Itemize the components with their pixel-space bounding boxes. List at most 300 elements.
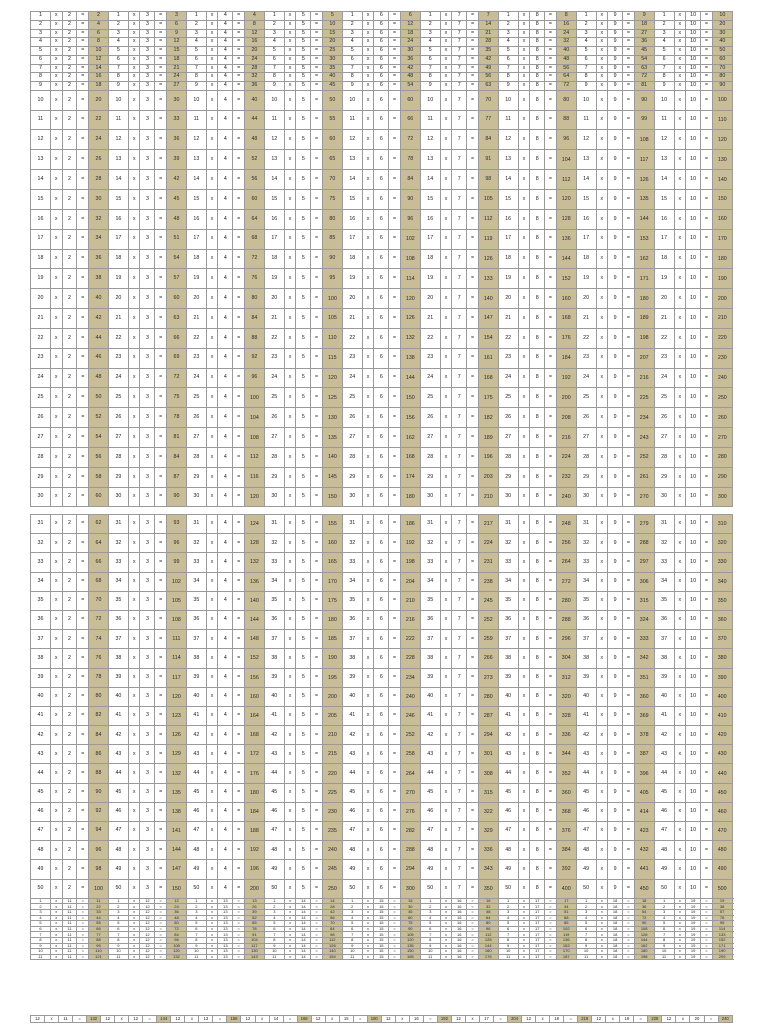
product-cell: 215	[322, 745, 342, 764]
times-sign: x	[362, 802, 374, 821]
times-sign: x	[518, 90, 530, 110]
multiplier-cell: 10	[686, 47, 701, 56]
equals-sign: =	[389, 487, 401, 507]
times-sign: x	[440, 64, 452, 73]
times-sign: x	[362, 860, 374, 879]
product-cell: 2	[89, 12, 109, 21]
times-sign: x	[128, 687, 140, 706]
product-cell: 270	[634, 487, 654, 507]
table-row	[31, 289, 733, 309]
multiplier-cell: 4	[218, 12, 233, 21]
times-sign: x	[128, 368, 140, 388]
product-cell: 99	[634, 110, 654, 130]
equals-sign: =	[467, 73, 479, 82]
product-cell: 114	[712, 926, 732, 932]
multiplier-cell: 7	[452, 388, 467, 408]
product-cell: 310	[712, 515, 732, 534]
multiplicand-cell: 15	[654, 189, 674, 209]
product-cell: 234	[634, 408, 654, 428]
times-sign: x	[518, 841, 530, 860]
times-sign: x	[674, 150, 686, 170]
product-cell: 42	[478, 55, 498, 64]
equals-sign: =	[77, 269, 89, 289]
times-sign: x	[674, 170, 686, 190]
equals-sign: =	[311, 649, 323, 668]
times-sign: x	[284, 515, 296, 534]
multiplicand-cell: 36	[420, 610, 440, 629]
times-sign: x	[362, 249, 374, 269]
multiplier-cell: 7	[452, 47, 467, 56]
product-cell: 288	[556, 610, 576, 629]
equals-sign: =	[467, 20, 479, 29]
times-sign: x	[518, 328, 530, 348]
equals-sign: =	[143, 1016, 157, 1023]
equals-sign: =	[467, 706, 479, 725]
equals-sign: =	[233, 591, 245, 610]
equals-sign: =	[389, 20, 401, 29]
equals-sign: =	[389, 726, 401, 745]
multiplier-cell: 15	[374, 932, 389, 938]
multiplicand-cell: 29	[31, 467, 51, 487]
times-sign: x	[362, 954, 374, 960]
equals-sign: =	[389, 368, 401, 388]
times-sign: x	[284, 12, 296, 21]
product-cell: 56	[556, 64, 576, 73]
times-sign: x	[362, 64, 374, 73]
equals-sign: =	[311, 909, 323, 915]
equals-sign: =	[389, 82, 401, 91]
multiplier-cell: 12	[140, 915, 155, 921]
equals-sign: =	[389, 764, 401, 783]
multiplier-cell: 2	[62, 249, 77, 269]
multiplier-cell: 8	[530, 610, 545, 629]
product-cell: 414	[634, 802, 654, 821]
multiplier-cell: 19	[686, 926, 701, 932]
multiplicand-cell: 15	[186, 189, 206, 209]
times-sign: x	[128, 170, 140, 190]
equals-sign: =	[467, 487, 479, 507]
equals-sign: =	[701, 954, 713, 960]
product-cell: 16	[89, 73, 109, 82]
multiplicand-cell: 2	[342, 904, 362, 910]
times-sign: x	[206, 534, 218, 553]
multiplier-cell: 6	[374, 170, 389, 190]
equals-sign: =	[155, 328, 167, 348]
multiplicand-cell: 23	[654, 348, 674, 368]
multiplicand-cell: 18	[186, 249, 206, 269]
multiplicand-cell: 21	[108, 309, 128, 329]
times-sign: x	[674, 783, 686, 802]
times-sign: x	[518, 130, 530, 150]
multiplicand-cell: 8	[264, 937, 284, 943]
equals-sign: =	[389, 898, 401, 904]
multiplier-cell: 10	[686, 249, 701, 269]
times-sign: x	[284, 534, 296, 553]
equals-sign: =	[389, 249, 401, 269]
multiplicand-cell: 49	[654, 860, 674, 879]
multiplicand-cell: 11	[108, 954, 128, 960]
multiplier-cell: 8	[530, 745, 545, 764]
times-sign: x	[284, 921, 296, 927]
times-sign: x	[128, 447, 140, 467]
multiplier-cell: 3	[140, 841, 155, 860]
equals-sign: =	[389, 38, 401, 47]
equals-sign: =	[311, 783, 323, 802]
product-cell: 128	[478, 937, 498, 943]
equals-sign: =	[623, 909, 635, 915]
times-sign: x	[362, 328, 374, 348]
equals-sign: =	[545, 229, 557, 249]
multiplicand-cell: 8	[654, 937, 674, 943]
equals-sign: =	[155, 949, 167, 955]
equals-sign: =	[155, 553, 167, 572]
multiplier-cell: 7	[452, 150, 467, 170]
equals-sign: =	[155, 29, 167, 38]
multiplicand-cell: 10	[498, 90, 518, 110]
times-sign: x	[440, 388, 452, 408]
equals-sign: =	[389, 29, 401, 38]
equals-sign: =	[233, 745, 245, 764]
times-sign: x	[518, 802, 530, 821]
multiplicand-cell: 2	[342, 20, 362, 29]
multiplicand-cell: 33	[342, 553, 362, 572]
multiplier-cell: 2	[62, 348, 77, 368]
multiplier-cell: 5	[296, 368, 311, 388]
product-cell: 140	[322, 447, 342, 467]
multiplier-cell: 8	[530, 269, 545, 289]
times-sign: x	[50, 822, 62, 841]
multiplicand-cell: 25	[654, 388, 674, 408]
equals-sign: =	[467, 447, 479, 467]
equals-sign: =	[701, 38, 713, 47]
product-cell: 378	[634, 726, 654, 745]
multiplier-cell: 10	[686, 38, 701, 47]
multiplicand-cell: 2	[498, 20, 518, 29]
multiplier-cell: 20	[690, 1016, 704, 1023]
equals-sign: =	[545, 348, 557, 368]
times-sign: x	[255, 1016, 269, 1023]
product-cell: 78	[89, 668, 109, 687]
times-sign: x	[362, 949, 374, 955]
table-row	[31, 82, 733, 91]
equals-sign: =	[233, 822, 245, 841]
product-cell: 120	[712, 130, 732, 150]
times-sign: x	[518, 534, 530, 553]
multiplier-cell: 2	[62, 428, 77, 448]
multiplier-cell: 9	[608, 764, 623, 783]
times-sign: x	[284, 38, 296, 47]
times-sign: x	[206, 591, 218, 610]
times-sign: x	[206, 55, 218, 64]
product-cell: 60	[400, 90, 420, 110]
multiplier-cell: 9	[608, 726, 623, 745]
multiplier-cell: 2	[62, 860, 77, 879]
product-cell: 170	[712, 229, 732, 249]
equals-sign: =	[155, 110, 167, 130]
product-cell: 450	[712, 783, 732, 802]
equals-sign: =	[77, 29, 89, 38]
multiplier-cell: 10	[686, 269, 701, 289]
times-sign: x	[518, 860, 530, 879]
multiplicand-cell: 46	[576, 802, 596, 821]
equals-sign: =	[77, 926, 89, 932]
times-sign: x	[440, 20, 452, 29]
multiplicand-cell: 7	[498, 932, 518, 938]
multiplicand-cell: 47	[342, 822, 362, 841]
times-sign: x	[596, 802, 608, 821]
multiplier-cell: 5	[296, 745, 311, 764]
times-sign: x	[440, 12, 452, 21]
multiplier-cell: 2	[62, 73, 77, 82]
equals-sign: =	[233, 841, 245, 860]
multiplier-cell: 4	[218, 368, 233, 388]
multiplicand-cell: 1	[264, 898, 284, 904]
equals-sign: =	[564, 1016, 578, 1023]
multiplier-cell: 3	[140, 90, 155, 110]
times-sign: x	[674, 841, 686, 860]
product-cell: 34	[556, 904, 576, 910]
multiplier-cell: 7	[452, 38, 467, 47]
multiplier-cell: 3	[140, 860, 155, 879]
product-cell: 48	[478, 909, 498, 915]
equals-sign: =	[545, 130, 557, 150]
multiplier-cell: 18	[608, 898, 623, 904]
multiplier-cell: 5	[296, 20, 311, 29]
times-sign: x	[518, 368, 530, 388]
multiplier-cell: 7	[452, 269, 467, 289]
product-cell: 243	[634, 428, 654, 448]
multiplier-cell: 10	[686, 553, 701, 572]
multiplier-cell: 3	[140, 20, 155, 29]
multiplicand-cell: 29	[498, 467, 518, 487]
product-cell: 56	[322, 915, 342, 921]
multiplier-cell: 7	[452, 726, 467, 745]
multiplicand-cell: 38	[186, 649, 206, 668]
multiplier-cell: 6	[374, 783, 389, 802]
times-sign: x	[596, 170, 608, 190]
product-cell: 60	[400, 915, 420, 921]
table-row	[31, 668, 733, 687]
table-row	[31, 822, 733, 841]
multiplier-cell: 5	[296, 534, 311, 553]
multiplier-cell: 18	[608, 904, 623, 910]
multiplicand-cell: 11	[498, 954, 518, 960]
product-cell: 36	[634, 38, 654, 47]
times-sign: x	[518, 822, 530, 841]
multiplicand-cell: 42	[342, 726, 362, 745]
product-cell: 250	[712, 388, 732, 408]
equals-sign: =	[623, 553, 635, 572]
multiplicand-cell: 23	[576, 348, 596, 368]
product-cell: 136	[244, 572, 264, 591]
times-sign: x	[50, 269, 62, 289]
times-sign: x	[674, 610, 686, 629]
times-sign: x	[440, 949, 452, 955]
multiplier-cell: 10	[686, 309, 701, 329]
multiplicand-cell: 5	[31, 47, 51, 56]
times-sign: x	[362, 388, 374, 408]
multiplier-cell: 14	[296, 937, 311, 943]
times-sign: x	[50, 591, 62, 610]
multiplicand-cell: 12	[186, 130, 206, 150]
multiplier-cell: 3	[140, 82, 155, 91]
multiplicand-cell: 36	[108, 610, 128, 629]
product-cell: 87	[167, 467, 187, 487]
times-sign: x	[128, 921, 140, 927]
product-cell: 40	[89, 289, 109, 309]
times-sign: x	[676, 1016, 690, 1023]
product-cell: 294	[478, 726, 498, 745]
equals-sign: =	[311, 209, 323, 229]
equals-sign: =	[623, 428, 635, 448]
multiplicand-cell: 9	[654, 82, 674, 91]
times-sign: x	[115, 1016, 129, 1023]
product-cell: 90	[322, 249, 342, 269]
times-sign: x	[440, 726, 452, 745]
equals-sign: =	[623, 515, 635, 534]
multiplier-cell: 5	[296, 29, 311, 38]
times-sign: x	[325, 1016, 339, 1023]
times-sign: x	[440, 706, 452, 725]
equals-sign: =	[73, 1016, 87, 1023]
product-cell: 360	[634, 687, 654, 706]
multiplicand-cell: 28	[420, 447, 440, 467]
times-sign: x	[596, 249, 608, 269]
times-table-31-to-50	[30, 514, 733, 960]
equals-sign: =	[545, 706, 557, 725]
multiplicand-cell: 9	[31, 82, 51, 91]
multiplicand-cell: 16	[576, 209, 596, 229]
multiplier-cell: 7	[452, 745, 467, 764]
equals-sign: =	[233, 388, 245, 408]
times-sign: x	[674, 73, 686, 82]
product-cell: 200	[712, 289, 732, 309]
product-cell: 460	[712, 802, 732, 821]
times-sign: x	[128, 553, 140, 572]
product-cell: 287	[478, 706, 498, 725]
equals-sign: =	[545, 879, 557, 898]
times-sign: x	[206, 630, 218, 649]
product-cell: 110	[322, 328, 342, 348]
multiplier-cell: 10	[686, 64, 701, 73]
product-cell: 5	[322, 12, 342, 21]
multiplicand-cell: 14	[420, 170, 440, 190]
multiplicand-cell: 10	[654, 90, 674, 110]
equals-sign: =	[77, 630, 89, 649]
times-sign: x	[128, 572, 140, 591]
times-sign: x	[362, 783, 374, 802]
times-sign: x	[206, 764, 218, 783]
multiplier-cell: 11	[62, 909, 77, 915]
multiplier-cell: 3	[140, 706, 155, 725]
multiplier-cell: 10	[686, 289, 701, 309]
times-sign: x	[518, 73, 530, 82]
product-cell: 185	[322, 630, 342, 649]
equals-sign: =	[545, 408, 557, 428]
times-sign: x	[518, 954, 530, 960]
product-cell: 175	[478, 388, 498, 408]
equals-sign: =	[155, 150, 167, 170]
equals-sign: =	[623, 368, 635, 388]
product-cell: 78	[400, 150, 420, 170]
multiplicand-cell: 7	[420, 932, 440, 938]
times-sign: x	[50, 745, 62, 764]
equals-sign: =	[467, 610, 479, 629]
product-cell: 20	[244, 47, 264, 56]
equals-sign: =	[311, 515, 323, 534]
multiplicand-cell: 21	[576, 309, 596, 329]
multiplicand-cell: 21	[342, 309, 362, 329]
multiplicand-cell: 2	[576, 20, 596, 29]
times-sign: x	[206, 572, 218, 591]
multiplier-cell: 2	[62, 783, 77, 802]
times-sign: x	[128, 388, 140, 408]
multiplicand-cell: 21	[420, 309, 440, 329]
times-sign: x	[674, 110, 686, 130]
multiplicand-cell: 49	[498, 860, 518, 879]
product-cell: 144	[556, 249, 576, 269]
times-sign: x	[674, 487, 686, 507]
equals-sign: =	[467, 921, 479, 927]
times-sign: x	[674, 726, 686, 745]
product-cell: 225	[322, 783, 342, 802]
multiplicand-cell: 48	[654, 841, 674, 860]
times-sign: x	[440, 943, 452, 949]
product-cell: 180	[634, 949, 654, 955]
equals-sign: =	[233, 949, 245, 955]
multiplicand-cell: 10	[186, 90, 206, 110]
product-cell: 184	[556, 348, 576, 368]
multiplicand-cell: 40	[186, 687, 206, 706]
multiplicand-cell: 37	[498, 630, 518, 649]
multiplier-cell: 11	[62, 926, 77, 932]
multiplier-cell: 9	[608, 82, 623, 91]
multiplier-cell: 10	[686, 630, 701, 649]
multiplicand-cell: 39	[342, 668, 362, 687]
equals-sign: =	[701, 668, 713, 687]
table-row	[31, 12, 733, 21]
multiplier-cell: 4	[218, 687, 233, 706]
product-cell: 52	[244, 150, 264, 170]
times-sign: x	[128, 822, 140, 841]
multiplier-cell: 6	[374, 879, 389, 898]
product-cell: 60	[244, 189, 264, 209]
multiplicand-cell: 11	[342, 954, 362, 960]
product-cell: 108	[400, 249, 420, 269]
multiplier-cell: 3	[140, 572, 155, 591]
multiplicand-cell: 42	[264, 726, 284, 745]
multiplier-cell: 16	[452, 904, 467, 910]
multiplicand-cell: 6	[31, 55, 51, 64]
times-sign: x	[284, 487, 296, 507]
times-sign: x	[284, 269, 296, 289]
product-cell: 38	[89, 269, 109, 289]
multiplier-cell: 2	[62, 591, 77, 610]
table-row	[31, 879, 733, 898]
times-sign: x	[596, 309, 608, 329]
multiplier-cell: 15	[339, 1016, 353, 1023]
times-sign: x	[284, 943, 296, 949]
multiplicand-cell: 27	[498, 428, 518, 448]
multiplier-cell: 3	[140, 209, 155, 229]
multiplier-cell: 13	[218, 932, 233, 938]
equals-sign: =	[311, 249, 323, 269]
multiplier-cell: 4	[218, 408, 233, 428]
multiplicand-cell: 1	[654, 898, 674, 904]
multiplier-cell: 6	[374, 591, 389, 610]
product-cell: 336	[556, 726, 576, 745]
equals-sign: =	[233, 515, 245, 534]
